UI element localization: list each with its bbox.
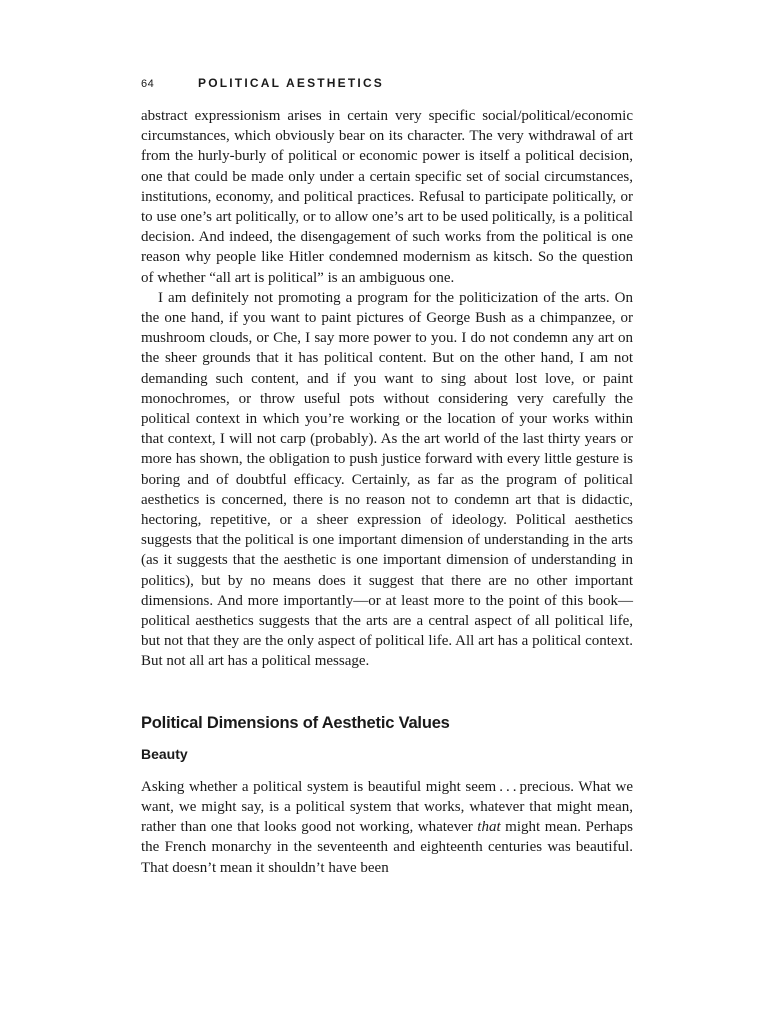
section-heading: Political Dimensions of Aesthetic Values <box>141 713 450 732</box>
paragraph-3-part-2: might mean. Perhaps the French monarchy in the seventeenth and eighteenth centuries was beautiful. That doesn’t mean it shouldn’t have been <box>141 819 633 876</box>
book-page <box>141 76 633 878</box>
running-title: POLITICAL AESTHETICS <box>198 76 385 90</box>
page-number: 64 <box>141 78 155 90</box>
paragraph-3-part-1: Asking whether a political system is beautiful might seem . . . precious. What we want, we might say, is a political system that works, whatever that might mean, rather than one that looks good not working, whatever <box>141 778 633 836</box>
paragraph-3 <box>141 777 633 878</box>
paragraph-3-emphasis: that <box>477 819 501 836</box>
body-text <box>141 106 633 878</box>
running-head <box>141 76 633 90</box>
paragraph-2: I am definitely not promoting a program for the politicization of the arts. On the one hand, if you want to paint pictures of George Bush as a chimpanzee, or mushroom clouds, or Che, I say more power to you. I do not condemn any art on the sheer grounds that it has political content. But on the other hand, I am not demanding such content, and if you want to sing about lost love, or paint monochromes, or throw useful pots without considering very carefully the political context in which you’re working or the location of your works within that context, I will not carp (probably). As the art world of the last thirty years or more has shown, the obligation to push justice forward with every little gesture is boring and of doubtful efficacy. Certainly, as far as the program of political aesthetics is concerned, there is no reason not to condemn art that is didactic, hectoring, repetitive, or a sheer expression of ideology. Political aesthetics suggests that the political is one important dimension of understanding in the arts (as it suggests that the aesthetic is one important dimension of understanding in politics), but by no means does it suggest that there are no other important dimensions. And more importantly—or at least more to the point of this book—political aesthetics suggests that the arts are a central aspect of all political life, but not that they are the only aspect of political life. All art has a political context. But not all art has a political message. <box>141 289 633 670</box>
subsection-heading: Beauty <box>141 745 188 762</box>
paragraph-1: abstract expressionism arises in certain very specific social/political/economic circumstances, which obviously bear on its character. The very withdrawal of art from the hurly-burly of political or economic power is itself a political decision, one that could be made only under a certain specific set of social circumstances, institutions, economy, and political practices. Refusal to participate politically, or to use one’s art politically, or to allow one’s art to be used politically, is a political decision. And indeed, the disengagement of such works from the political is one reason why people like Hitler condemned modernism as kitsch. So the question of whether “all art is political” is an ambiguous one. <box>141 108 633 286</box>
